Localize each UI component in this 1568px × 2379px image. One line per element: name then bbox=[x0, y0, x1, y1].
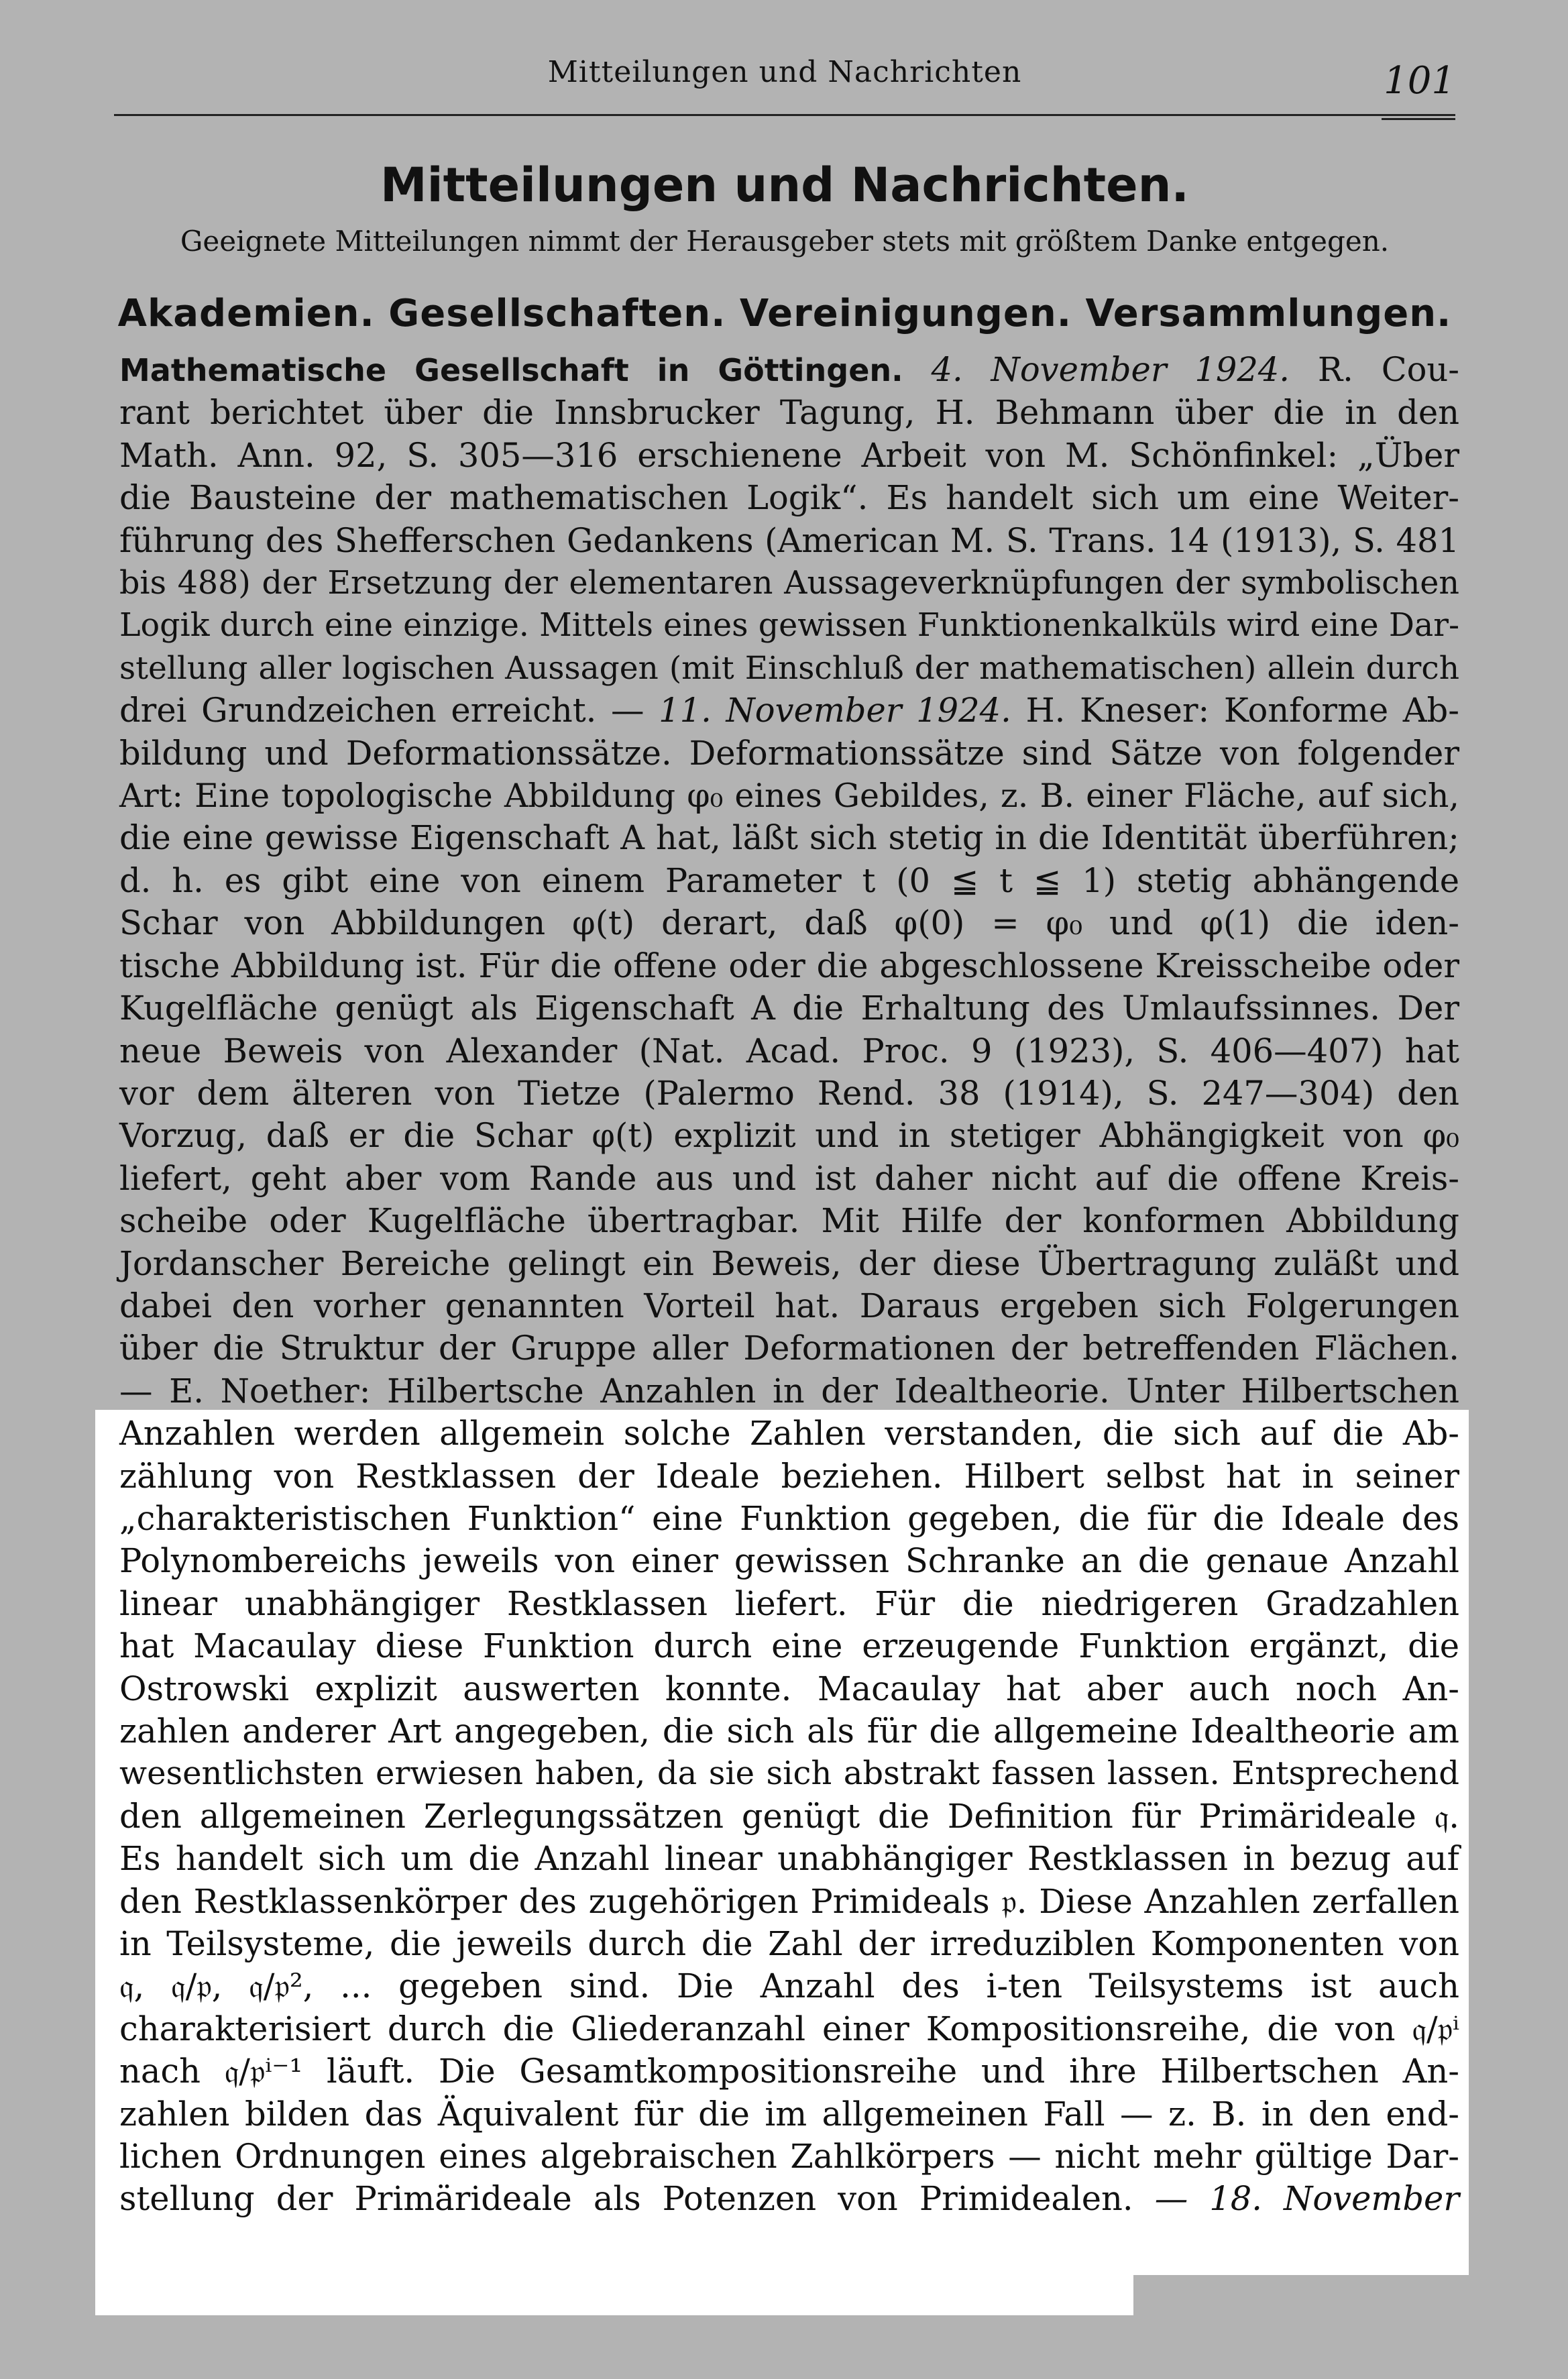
highlight-region-lower bbox=[95, 2267, 1133, 2315]
text-line: tische Abbildung ist. Für die offene oder die abgeschlossene Kreisscheibe oder bbox=[119, 946, 1459, 985]
text-line: Logik durch eine einzige. Mittels eines gewissen Funktionenkalküls wird eine Dar- bbox=[119, 607, 1459, 645]
text-line: zahlen bilden das Äquivalent für die im allgemeinen Fall — z. B. in den end- bbox=[119, 2094, 1459, 2134]
text-line: stellung aller logischen Aussagen (mit Einschluß der mathematischen) allein durch bbox=[119, 649, 1459, 687]
text-line: die Bausteine der mathematischen Logik“. Es handelt sich um eine Weiter- bbox=[119, 478, 1459, 518]
section-subtitle: Geeignete Mitteilungen nimmt der Herausgeber stets mit größtem Danke entgegen. bbox=[180, 225, 1390, 258]
text-line: den Restklassenkörper des zugehörigen Primideals 𝔭. Diese Anzahlen zerfallen bbox=[119, 1881, 1459, 1921]
text-line: den allgemeinen Zerlegungssätzen genügt die Definition für Primärideale 𝔮. bbox=[119, 1796, 1459, 1836]
text-line: dabei den vorher genannten Vorteil hat. Daraus ergeben sich Folgerungen bbox=[119, 1286, 1459, 1325]
text-line: Es handelt sich um die Anzahl linear unabhängiger Restklassen in bezug auf bbox=[119, 1839, 1459, 1879]
text-line: scheibe oder Kugelfläche übertragbar. Mit Hilfe der konformen Abbildung bbox=[119, 1201, 1459, 1241]
text-line: zahlen anderer Art angegeben, die sich als für die allgemeine Idealtheorie am bbox=[119, 1712, 1459, 1751]
text-line: wesentlichsten erwiesen haben, da sie sich abstrakt fassen lassen. Entsprechend bbox=[119, 1755, 1459, 1793]
header-rule bbox=[114, 114, 1455, 116]
text-fragment: R. Cou- bbox=[1317, 350, 1460, 389]
text-line: Vorzug, daß er die Schar φ(t) explizit und in stetiger Abhängigkeit von φ₀ bbox=[119, 1116, 1459, 1156]
text-line bbox=[119, 689, 1459, 732]
text-line: Art: Eine topologische Abbildung φ₀ eines Gebildes, z. B. einer Fläche, auf sich, bbox=[119, 777, 1459, 816]
text-line bbox=[119, 2178, 1459, 2220]
text-line: Ostrowski explizit auswerten konnte. Macaulay hat aber auch noch An- bbox=[119, 1669, 1459, 1708]
text-line: führung des Shefferschen Gedankens (American M. S. Trans. 14 (1913), S. 481 bbox=[119, 520, 1459, 560]
text-line: lichen Ordnungen eines algebraischen Zahlkörpers — nicht mehr gültige Dar- bbox=[119, 2137, 1459, 2176]
meeting-date: 4. November 1924. bbox=[931, 350, 1290, 389]
text-line: über die Struktur der Gruppe aller Deformationen der betreffenden Flächen. bbox=[119, 1329, 1459, 1368]
text-line bbox=[119, 349, 1459, 392]
text-line: neue Beweis von Alexander (Nat. Acad. Proc. 9 (1923), S. 406—407) hat bbox=[119, 1031, 1459, 1070]
text-line: die eine gewisse Eigenschaft A hat, läßt sich stetig in die Identität überführen; bbox=[119, 818, 1459, 858]
text-line: Kugelfläche genügt als Eigenschaft A die Erhaltung des Umlaufssinnes. Der bbox=[119, 989, 1459, 1028]
text-line: bildung und Deformationssätze. Deformationssätze sind Sätze von folgender bbox=[119, 733, 1459, 773]
society-name: Mathematische Gesellschaft in Göttingen. bbox=[119, 352, 903, 388]
text-line: — E. Noether: Hilbertsche Anzahlen in der Idealtheorie. Unter Hilbertschen bbox=[119, 1371, 1459, 1410]
text-line: Math. Ann. 92, S. 305—316 erschienene Arbeit von M. Schönfinkel: „Über bbox=[119, 435, 1459, 475]
text-line: in Teilsysteme, die jeweils durch die Zahl der irreduziblen Komponenten von bbox=[119, 1924, 1459, 1964]
text-fragment: drei Grundzeichen erreicht. — bbox=[119, 691, 645, 730]
text-line: zählung von Restklassen der Ideale beziehen. Hilbert selbst hat in seiner bbox=[119, 1456, 1459, 1496]
section-title: Mitteilungen und Nachrichten. bbox=[380, 158, 1189, 213]
category-heading: Akademien. Gesellschaften. Vereinigungen. Versammlungen. bbox=[117, 292, 1452, 335]
text-line: 𝔮, 𝔮/𝔭, 𝔮/𝔭², ... gegeben sind. Die Anzahl des i-ten Teilsystems ist auch bbox=[119, 1967, 1459, 2006]
text-line: Polynombereichs jeweils von einer gewissen Schranke an die genaue Anzahl bbox=[119, 1541, 1459, 1581]
text-line: hat Macaulay diese Funktion durch eine erzeugende Funktion ergänzt, die bbox=[119, 1626, 1459, 1666]
text-line: liefert, geht aber vom Rande aus und ist daher nicht auf die offene Kreis- bbox=[119, 1158, 1459, 1198]
text-line: d. h. es gibt eine von einem Parameter t (0 ≦ t ≦ 1) stetig abhängende bbox=[119, 861, 1459, 900]
page-number-underline bbox=[1382, 118, 1455, 120]
running-header bbox=[114, 47, 1455, 114]
text-line: rant berichtet über die Innsbrucker Tagung, H. Behmann über die in den bbox=[119, 393, 1459, 433]
page-number: 101 bbox=[1384, 59, 1455, 103]
text-line: nach 𝔮/𝔭ⁱ⁻¹ läuft. Die Gesamtkompositionsreihe und ihre Hilbertschen An- bbox=[119, 2052, 1459, 2091]
text-line: linear unabhängiger Restklassen liefert. Für die niedrigeren Gradzahlen bbox=[119, 1584, 1459, 1623]
meeting-date: — 18. November bbox=[1154, 2179, 1459, 2219]
text-line: „charakteristischen Funktion“ eine Funktion gegeben, die für die Ideale des bbox=[119, 1498, 1459, 1538]
text-line: Schar von Abbildungen φ(t) derart, daß φ(0) = φ₀ und φ(1) die iden- bbox=[119, 903, 1459, 943]
running-title: Mitteilungen und Nachrichten bbox=[547, 55, 1022, 89]
text-line: charakterisiert durch die Gliederanzahl einer Kompositionsreihe, die von 𝔮/𝔭ⁱ bbox=[119, 2009, 1459, 2048]
text-fragment: H. Kneser: Konforme Ab- bbox=[1025, 691, 1459, 730]
text-fragment: stellung der Primärideale als Potenzen von Primidealen. bbox=[119, 2179, 1133, 2219]
text-line: bis 488) der Ersetzung der elementaren Aussageverknüpfungen der symbolischen bbox=[119, 565, 1459, 602]
text-line: vor dem älteren von Tietze (Palermo Rend. 38 (1914), S. 247—304) den bbox=[119, 1073, 1459, 1113]
meeting-date: 11. November 1924. bbox=[659, 691, 1011, 730]
text-line: Anzahlen werden allgemein solche Zahlen verstanden, die sich auf die Ab- bbox=[119, 1414, 1459, 1453]
text-line: Jordanscher Bereiche gelingt ein Beweis, der diese Übertragung zuläßt und bbox=[119, 1243, 1459, 1283]
article-body bbox=[119, 349, 1459, 2221]
